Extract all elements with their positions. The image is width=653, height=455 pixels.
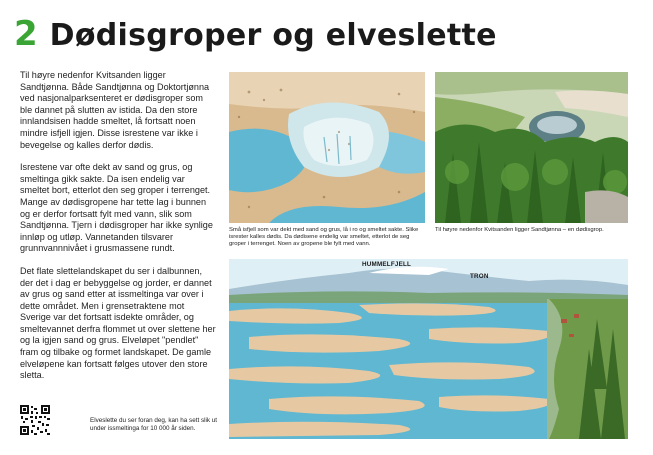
page-title: Dødisgroper og elveslette [49, 18, 497, 53]
bottom-caption: Elveslette du ser foran deg, kan ha sett slik ut under issmeltinga for 10 000 år siden. [90, 417, 218, 432]
river-plain-illustration [229, 259, 628, 439]
paragraph-2: Isrestene var ofte dekt av sand og grus, og smeltinga gikk sakte. Da isen endelig var smeltet bort, etterlot den seg groper i terrenget. Mange av dødisgropene har tette lag i bunnen og er derfor fortsatt fylt med vann, slik som Sandtjønna. Tjern i dødisgroper har ikke synlige innløp og utløp. Vannetanden tilsvarer grunnvannnivået i grusmassene rundt. [20, 162, 213, 254]
paragraph-3: Det flate slettelandskapet du ser i dalbunnen, der det i dag er bebyggelse og jorder, er dannet av grus og sand etter at issmeltinga var over i dette området. Men i grensetraktene mot Sverige var det fortsatt isdekte områder, og smeltevannet derfra flommet ut over slettene her og la igjen sand og grus. Elveløpet "pendlet" fram og tilbake og formet landskapet. De gamle elveløpene kan fortsatt følges utover den store sletta. [20, 265, 216, 381]
caption-illustration: Små isfjell som var dekt med sand og grus, lå i ro og smeltet sakte. Slike isrester kalles dødis. Da dødisene endelig var smeltet, etterlot de seg groper i terrenget. Noen av gropene ble fylt med vann. [229, 227, 419, 248]
label-tron: TRON [470, 273, 489, 280]
caption-photo: Til høyre nedenfor Kvitsanden ligger Sandtjønna – en dødisgrop. [435, 227, 604, 233]
paragraph-1: Til høyre nedenfor Kvitsanden ligger Sandtjønna. Både Sandtjønna og Doktortjønna ved nasjonalparksenteret er dødisgroper som ble dannet på slutten av istida. Da den store innlandsisen hadde smeltet, lå fortsatt noen mindre isfjell igjen. Disse isrestene var ikke i bevegelse og kalles derfor dødis. [20, 70, 210, 150]
page-header [14, 14, 497, 54]
section-number: 2 [14, 14, 38, 54]
label-hummelfjell: HUMMELFJELL [362, 261, 412, 268]
qr-code-icon[interactable] [20, 405, 50, 435]
body-text [20, 70, 216, 393]
sandtjonna-photo [435, 72, 628, 223]
dead-ice-illustration [229, 72, 425, 223]
